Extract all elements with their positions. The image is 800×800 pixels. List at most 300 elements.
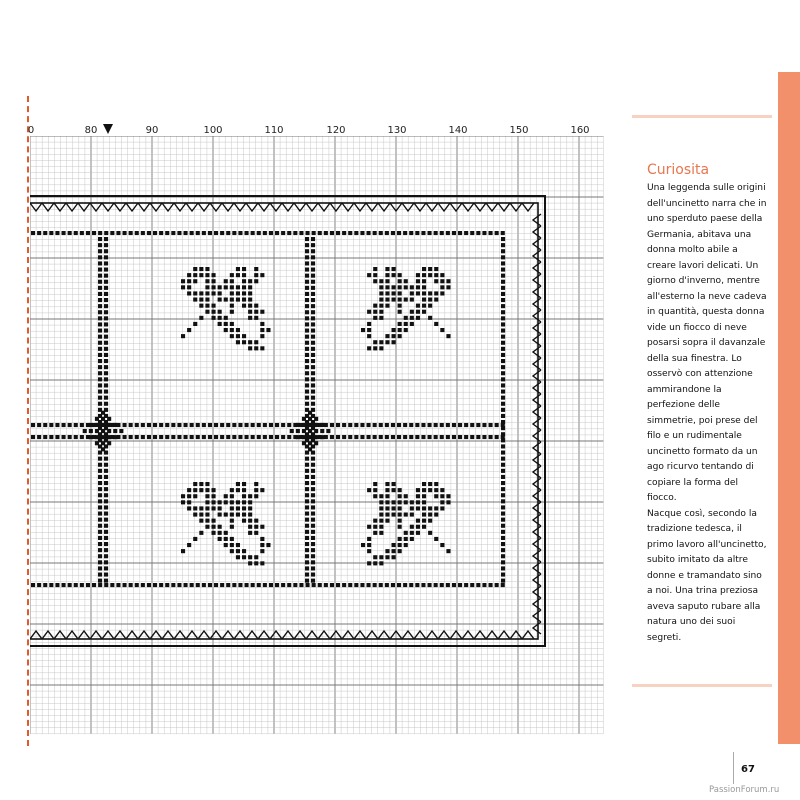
filled-mesh — [205, 267, 209, 271]
filled-mesh — [263, 231, 267, 235]
filled-mesh — [305, 280, 309, 284]
scallop-edge — [533, 346, 541, 358]
filled-mesh — [416, 291, 420, 295]
filled-mesh — [104, 583, 108, 587]
filled-mesh — [440, 328, 444, 332]
filled-mesh — [404, 316, 408, 320]
filled-mesh — [404, 531, 408, 535]
filled-mesh — [501, 560, 505, 564]
filled-mesh — [230, 494, 234, 498]
filled-mesh — [311, 377, 315, 381]
scallop-edge — [354, 631, 366, 639]
filled-mesh — [232, 423, 236, 427]
filled-mesh — [440, 488, 444, 492]
filled-mesh — [104, 322, 108, 326]
filled-mesh — [379, 583, 383, 587]
watermark: PassionForum.ru — [709, 785, 780, 795]
filled-mesh — [403, 231, 407, 235]
filled-mesh — [330, 231, 334, 235]
scallop-edge — [533, 214, 541, 226]
filled-mesh — [452, 423, 456, 427]
filled-mesh — [367, 334, 371, 338]
filled-mesh — [501, 396, 505, 400]
filled-mesh — [104, 286, 108, 290]
filled-mesh — [501, 512, 505, 516]
filled-mesh — [373, 482, 377, 486]
filled-mesh — [305, 243, 309, 247]
filled-mesh — [123, 583, 127, 587]
filled-mesh — [98, 499, 102, 503]
scallop-edge — [533, 418, 541, 430]
scallop-edge — [186, 631, 198, 639]
filled-mesh — [31, 435, 35, 439]
filled-mesh — [311, 249, 315, 253]
filled-mesh — [434, 488, 438, 492]
filled-mesh — [373, 316, 377, 320]
filled-mesh — [242, 304, 246, 308]
filled-mesh — [379, 435, 383, 439]
filled-mesh — [287, 423, 291, 427]
filled-mesh — [208, 435, 212, 439]
filled-mesh — [398, 334, 402, 338]
filled-mesh — [230, 298, 234, 302]
filled-mesh — [193, 298, 197, 302]
cut-line — [27, 96, 29, 746]
filled-mesh — [230, 500, 234, 504]
filled-mesh — [83, 429, 87, 433]
filled-mesh — [236, 488, 240, 492]
filled-mesh — [501, 414, 505, 418]
sidebar-title: Curiosita — [647, 162, 710, 178]
filled-mesh — [476, 435, 480, 439]
filled-mesh — [501, 457, 505, 461]
filled-mesh — [230, 525, 234, 529]
filled-mesh — [428, 513, 432, 517]
filled-mesh — [392, 549, 396, 553]
filled-mesh — [236, 273, 240, 277]
filled-mesh — [458, 231, 462, 235]
filled-mesh — [212, 316, 216, 320]
filled-mesh — [236, 555, 240, 559]
filled-mesh — [141, 583, 145, 587]
filled-mesh — [212, 285, 216, 289]
scallop-edge — [294, 203, 306, 211]
filled-mesh — [421, 435, 425, 439]
filled-mesh — [308, 429, 312, 433]
filled-mesh — [305, 292, 309, 296]
filled-mesh — [385, 513, 389, 517]
filled-mesh — [236, 267, 240, 271]
filled-mesh — [123, 231, 127, 235]
filled-mesh — [199, 304, 203, 308]
filled-mesh — [98, 548, 102, 552]
filled-mesh — [260, 488, 264, 492]
filled-mesh — [501, 243, 505, 247]
filled-mesh — [392, 506, 396, 510]
filled-mesh — [302, 441, 306, 445]
filled-mesh — [214, 231, 218, 235]
filled-mesh — [422, 494, 426, 498]
filled-mesh — [123, 423, 127, 427]
filled-mesh — [385, 298, 389, 302]
filled-mesh — [308, 411, 312, 415]
filled-mesh — [318, 583, 322, 587]
filled-mesh — [104, 310, 108, 314]
filled-mesh — [354, 583, 358, 587]
filled-mesh — [242, 494, 246, 498]
filled-mesh — [242, 513, 246, 517]
filled-mesh — [452, 435, 456, 439]
filled-mesh — [367, 537, 371, 541]
scallop-edge — [462, 203, 474, 211]
filled-mesh — [379, 304, 383, 308]
filled-mesh — [212, 519, 216, 523]
filled-mesh — [452, 583, 456, 587]
filled-mesh — [260, 537, 264, 541]
filled-mesh — [171, 231, 175, 235]
scallop-edge — [533, 454, 541, 466]
filled-mesh — [260, 334, 264, 338]
filled-mesh — [501, 463, 505, 467]
filled-mesh — [147, 423, 151, 427]
filled-mesh — [330, 435, 334, 439]
filled-mesh — [373, 525, 377, 529]
filled-mesh — [230, 537, 234, 541]
filled-mesh — [501, 377, 505, 381]
filled-mesh — [205, 519, 209, 523]
filled-mesh — [495, 583, 499, 587]
filled-mesh — [119, 429, 123, 433]
filled-mesh — [190, 231, 194, 235]
filled-mesh — [129, 583, 133, 587]
filled-mesh — [107, 423, 111, 427]
filled-mesh — [398, 273, 402, 277]
filled-mesh — [428, 488, 432, 492]
filled-mesh — [74, 583, 78, 587]
filled-mesh — [501, 536, 505, 540]
filled-mesh — [242, 340, 246, 344]
filled-mesh — [226, 583, 230, 587]
filled-mesh — [373, 273, 377, 277]
filled-mesh — [305, 560, 309, 564]
filled-mesh — [226, 231, 230, 235]
filled-mesh — [305, 512, 309, 516]
filled-mesh — [373, 531, 377, 535]
filled-mesh — [367, 543, 371, 547]
filled-mesh — [104, 316, 108, 320]
filled-mesh — [305, 255, 309, 259]
filled-mesh — [236, 549, 240, 553]
filled-mesh — [104, 255, 108, 259]
filled-mesh — [305, 475, 309, 479]
filled-mesh — [409, 423, 413, 427]
filled-mesh — [311, 463, 315, 467]
filled-mesh — [92, 583, 96, 587]
scallop-edge — [246, 631, 258, 639]
filled-mesh — [320, 435, 324, 439]
filled-mesh — [440, 506, 444, 510]
filled-mesh — [218, 506, 222, 510]
filled-mesh — [98, 573, 102, 577]
filled-mesh — [98, 249, 102, 253]
filled-mesh — [104, 383, 108, 387]
filled-mesh — [354, 423, 358, 427]
filled-mesh — [242, 506, 246, 510]
filled-mesh — [501, 371, 505, 375]
filled-mesh — [311, 243, 315, 247]
filled-mesh — [440, 291, 444, 295]
filled-mesh — [373, 583, 377, 587]
filled-mesh — [242, 519, 246, 523]
scallop-edge — [90, 203, 102, 211]
filled-mesh — [308, 447, 312, 451]
filled-mesh — [104, 274, 108, 278]
filled-mesh — [212, 304, 216, 308]
scallop-edge — [42, 631, 54, 639]
filled-mesh — [305, 457, 309, 461]
filled-mesh — [205, 279, 209, 283]
filled-mesh — [202, 435, 206, 439]
filled-mesh — [232, 231, 236, 235]
filled-mesh — [104, 505, 108, 509]
filled-mesh — [305, 329, 309, 333]
sidebar-paragraph: Una leggenda sulle origini dell'uncinetto narra che in uno sperduto paese della Germania, abitava una donna molto abile a creare lavori delicati. Un giorno d'inverno, mentre all'esterno la neve cadeva in quantità, questa donna vide un fiocco di neve posarsi sopra il davanzale della sua finestra. Lo osservò con attenzione ammirandone la perfezione delle simmetrie, poi prese del filo e un rudimentale uncinetto formato da un ago ricurvo tentando di copiare la forma del fiocco. — [647, 183, 767, 503]
scallop-edge — [126, 203, 138, 211]
filled-mesh — [501, 469, 505, 473]
filled-mesh — [416, 519, 420, 523]
filled-mesh — [385, 555, 389, 559]
filled-mesh — [212, 500, 216, 504]
filled-mesh — [305, 402, 309, 406]
filled-mesh — [199, 482, 203, 486]
filled-mesh — [416, 273, 420, 277]
filled-mesh — [205, 304, 209, 308]
filled-mesh — [260, 543, 264, 547]
filled-mesh — [104, 298, 108, 302]
filled-mesh — [104, 579, 108, 583]
filled-mesh — [98, 469, 102, 473]
filled-mesh — [248, 285, 252, 289]
filled-mesh — [212, 506, 216, 510]
filled-mesh — [220, 583, 224, 587]
filled-mesh — [248, 316, 252, 320]
filled-mesh — [392, 340, 396, 344]
filled-mesh — [464, 583, 468, 587]
filled-mesh — [470, 231, 474, 235]
scallop-edge — [114, 631, 126, 639]
filled-mesh — [248, 531, 252, 535]
filled-mesh — [135, 231, 139, 235]
filled-mesh — [104, 371, 108, 375]
filled-mesh — [293, 583, 297, 587]
filled-mesh — [398, 525, 402, 529]
filled-mesh — [184, 423, 188, 427]
filled-mesh — [305, 268, 309, 272]
filled-mesh — [446, 334, 450, 338]
filled-mesh — [379, 231, 383, 235]
filled-mesh — [308, 441, 312, 445]
filled-mesh — [446, 231, 450, 235]
filled-mesh — [251, 583, 255, 587]
filled-mesh — [398, 291, 402, 295]
filled-mesh — [434, 537, 438, 541]
filled-mesh — [214, 583, 218, 587]
filled-mesh — [212, 525, 216, 529]
filled-mesh — [245, 435, 249, 439]
filled-mesh — [98, 530, 102, 534]
filled-mesh — [360, 583, 364, 587]
filled-mesh — [135, 435, 139, 439]
filled-mesh — [55, 583, 59, 587]
filled-mesh — [482, 423, 486, 427]
filled-mesh — [314, 429, 318, 433]
filled-mesh — [205, 310, 209, 314]
filled-mesh — [311, 292, 315, 296]
scallop-edge — [306, 631, 318, 639]
filled-mesh — [224, 513, 228, 517]
filled-mesh — [260, 273, 264, 277]
filled-mesh — [403, 583, 407, 587]
filled-mesh — [428, 482, 432, 486]
filled-mesh — [305, 316, 309, 320]
filled-mesh — [193, 273, 197, 277]
filled-mesh — [98, 457, 102, 461]
filled-mesh — [224, 500, 228, 504]
filled-mesh — [501, 583, 505, 587]
filled-mesh — [311, 237, 315, 241]
scallop-edge — [533, 586, 541, 598]
scallop-edge — [342, 631, 354, 639]
filled-mesh — [428, 531, 432, 535]
filled-mesh — [184, 583, 188, 587]
scallop-edge — [342, 203, 354, 211]
filled-mesh — [410, 322, 414, 326]
filled-mesh — [311, 383, 315, 387]
filled-mesh — [177, 583, 181, 587]
filled-mesh — [193, 322, 197, 326]
filled-mesh — [354, 231, 358, 235]
filled-mesh — [296, 423, 300, 427]
filled-mesh — [397, 435, 401, 439]
filled-mesh — [415, 583, 419, 587]
filled-mesh — [80, 583, 84, 587]
filled-mesh — [422, 279, 426, 283]
filled-mesh — [236, 513, 240, 517]
filled-mesh — [224, 322, 228, 326]
scallop-edge — [318, 203, 330, 211]
filled-mesh — [501, 530, 505, 534]
filled-mesh — [379, 506, 383, 510]
filled-mesh — [330, 423, 334, 427]
filled-mesh — [208, 583, 212, 587]
scallop-edge — [533, 466, 541, 478]
filled-mesh — [153, 583, 157, 587]
chart-grid — [30, 136, 603, 734]
filled-mesh — [311, 554, 315, 558]
filled-mesh — [205, 273, 209, 277]
filled-mesh — [98, 505, 102, 509]
filled-mesh — [177, 231, 181, 235]
filled-mesh — [254, 525, 258, 529]
filled-mesh — [311, 579, 315, 583]
filled-mesh — [501, 499, 505, 503]
filled-mesh — [367, 435, 371, 439]
filled-mesh — [236, 328, 240, 332]
filled-mesh — [107, 435, 111, 439]
filled-mesh — [501, 579, 505, 583]
filled-mesh — [373, 488, 377, 492]
filled-mesh — [367, 561, 371, 565]
filled-mesh — [238, 435, 242, 439]
filled-mesh — [385, 273, 389, 277]
filled-mesh — [305, 304, 309, 308]
filled-mesh — [398, 310, 402, 314]
scallop-edge — [42, 203, 54, 211]
filled-mesh — [305, 487, 309, 491]
filled-mesh — [501, 423, 505, 427]
filled-mesh — [379, 519, 383, 523]
filled-mesh — [98, 341, 102, 345]
filled-mesh — [230, 291, 234, 295]
filled-mesh — [501, 435, 505, 439]
filled-mesh — [165, 231, 169, 235]
filled-mesh — [254, 273, 258, 277]
filled-mesh — [104, 463, 108, 467]
scallop-edge — [234, 203, 246, 211]
filled-mesh — [123, 435, 127, 439]
filled-mesh — [107, 441, 111, 445]
filled-mesh — [104, 335, 108, 339]
filled-mesh — [230, 543, 234, 547]
filled-mesh — [428, 298, 432, 302]
filled-mesh — [482, 583, 486, 587]
filled-mesh — [293, 231, 297, 235]
filled-mesh — [212, 291, 216, 295]
scallop-edge — [102, 631, 114, 639]
filled-mesh — [428, 519, 432, 523]
filled-mesh — [305, 554, 309, 558]
filled-mesh — [501, 365, 505, 369]
filled-mesh — [275, 231, 279, 235]
axis-tick-label: 160 — [570, 125, 590, 136]
filled-mesh — [379, 291, 383, 295]
filled-mesh — [199, 506, 203, 510]
filled-mesh — [193, 488, 197, 492]
scallop-edge — [78, 631, 90, 639]
scallop-edge — [258, 631, 270, 639]
filled-mesh — [410, 531, 414, 535]
filled-mesh — [311, 469, 315, 473]
axis-tick-label: 90 — [145, 125, 159, 136]
filled-mesh — [296, 435, 300, 439]
filled-mesh — [422, 519, 426, 523]
filled-mesh — [254, 555, 258, 559]
scallop-edge — [533, 550, 541, 562]
filled-mesh — [385, 285, 389, 289]
filled-mesh — [392, 267, 396, 271]
filled-mesh — [31, 583, 35, 587]
filled-mesh — [208, 423, 212, 427]
filled-mesh — [190, 435, 194, 439]
scallop-edge — [210, 631, 222, 639]
filled-mesh — [80, 435, 84, 439]
filled-mesh — [43, 423, 47, 427]
axis-tick-label: 130 — [387, 125, 407, 136]
filled-mesh — [248, 304, 252, 308]
filled-mesh — [141, 423, 145, 427]
filled-mesh — [187, 488, 191, 492]
filled-mesh — [281, 231, 285, 235]
